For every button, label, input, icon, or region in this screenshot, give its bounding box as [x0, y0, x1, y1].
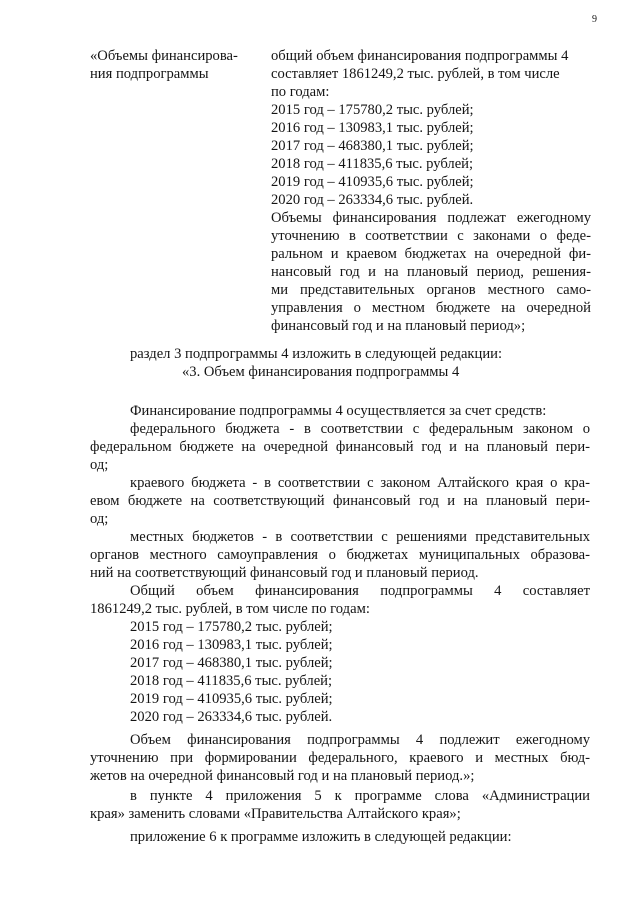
text-line: нансовый год и на плановый период, решения- — [271, 264, 591, 280]
text-line: органов местного самоуправления о бюджетах муниципальных образова- — [90, 547, 590, 563]
year-line: 2016 год – 130983,1 тыс. рублей; — [130, 637, 333, 653]
text-line: финансовый год и на плановый период»; — [271, 318, 526, 334]
text-line: од; — [90, 457, 109, 473]
text-line: Объем финансирования подпрограммы 4 подлежит ежегодному — [130, 732, 590, 748]
year-line: 2018 год – 411835,6 тыс. рублей; — [271, 156, 474, 172]
section-instruction: раздел 3 подпрограммы 4 изложить в следующей редакции: — [130, 346, 503, 362]
text-line: краевого бюджета - в соответствии с законом Алтайского края о кра- — [130, 475, 590, 491]
year-line: 2020 год – 263334,6 тыс. рублей. — [271, 192, 474, 208]
text-line: управления о местном бюджете на очередной — [271, 300, 591, 316]
text-line: уточнению в соответствии с законами о феде- — [271, 228, 591, 244]
text-line: ральном и краевом бюджетах на очередной фи- — [271, 246, 591, 262]
text-line: Объемы финансирования подлежат ежегодному — [271, 210, 591, 226]
text-line: «Объемы финансирова- — [90, 48, 238, 64]
text-line: Общий объем финансирования подпрограммы 4 составляет — [130, 583, 590, 599]
text-line: по годам: — [271, 84, 330, 100]
year-line: 2019 год – 410935,6 тыс. рублей; — [271, 174, 474, 190]
text-line: края» заменить словами «Правительства Алтайского края»; — [90, 806, 461, 822]
text-line: 1861249,2 тыс. рублей, в том числе по годам: — [90, 601, 370, 617]
section-heading: «3. Объем финансирования подпрограммы 4 — [182, 364, 460, 380]
text-line: составляет 1861249,2 тыс. рублей, в том числе — [271, 66, 560, 82]
text-line: общий объем финансирования подпрограммы 4 — [271, 48, 569, 64]
text-line: федеральном бюджете на очередной финансовый год и на плановый пери- — [90, 439, 590, 455]
text-line: федерального бюджета - в соответствии с федеральным законом о — [130, 421, 590, 437]
year-line: 2017 год – 468380,1 тыс. рублей; — [130, 655, 333, 671]
year-line: 2018 год – 411835,6 тыс. рублей; — [130, 673, 333, 689]
year-line: 2015 год – 175780,2 тыс. рублей; — [130, 619, 333, 635]
year-line: 2019 год – 410935,6 тыс. рублей; — [130, 691, 333, 707]
text-line: в пункте 4 приложения 5 к программе слова «Администрации — [130, 788, 590, 804]
text-line: од; — [90, 511, 109, 527]
year-line: 2016 год – 130983,1 тыс. рублей; — [271, 120, 474, 136]
text-line: ния подпрограммы — [90, 66, 209, 82]
text-line: жетов на очередной финансовый год и на плановый период.»; — [90, 768, 475, 784]
text-line: местных бюджетов - в соответствии с решениями представительных — [130, 529, 590, 545]
year-line: 2015 год – 175780,2 тыс. рублей; — [271, 102, 474, 118]
text-line: ми представительных органов местного само- — [271, 282, 591, 298]
funding-intro: Финансирование подпрограммы 4 осуществляется за счет средств: — [130, 403, 547, 419]
appendix6-paragraph: приложение 6 к программе изложить в следующей редакции: — [130, 829, 512, 845]
text-line: ний на соответствующий финансовый год и плановый период. — [90, 565, 479, 581]
year-line: 2017 год – 468380,1 тыс. рублей; — [271, 138, 474, 154]
text-line: евом бюджете на соответствующий финансовый год и на плановый пери- — [90, 493, 590, 509]
year-line: 2020 год – 263334,6 тыс. рублей. — [130, 709, 333, 725]
page-number: 9 — [592, 14, 597, 25]
text-line: уточнению при формировании федерального, краевого и местных бюд- — [90, 750, 590, 766]
